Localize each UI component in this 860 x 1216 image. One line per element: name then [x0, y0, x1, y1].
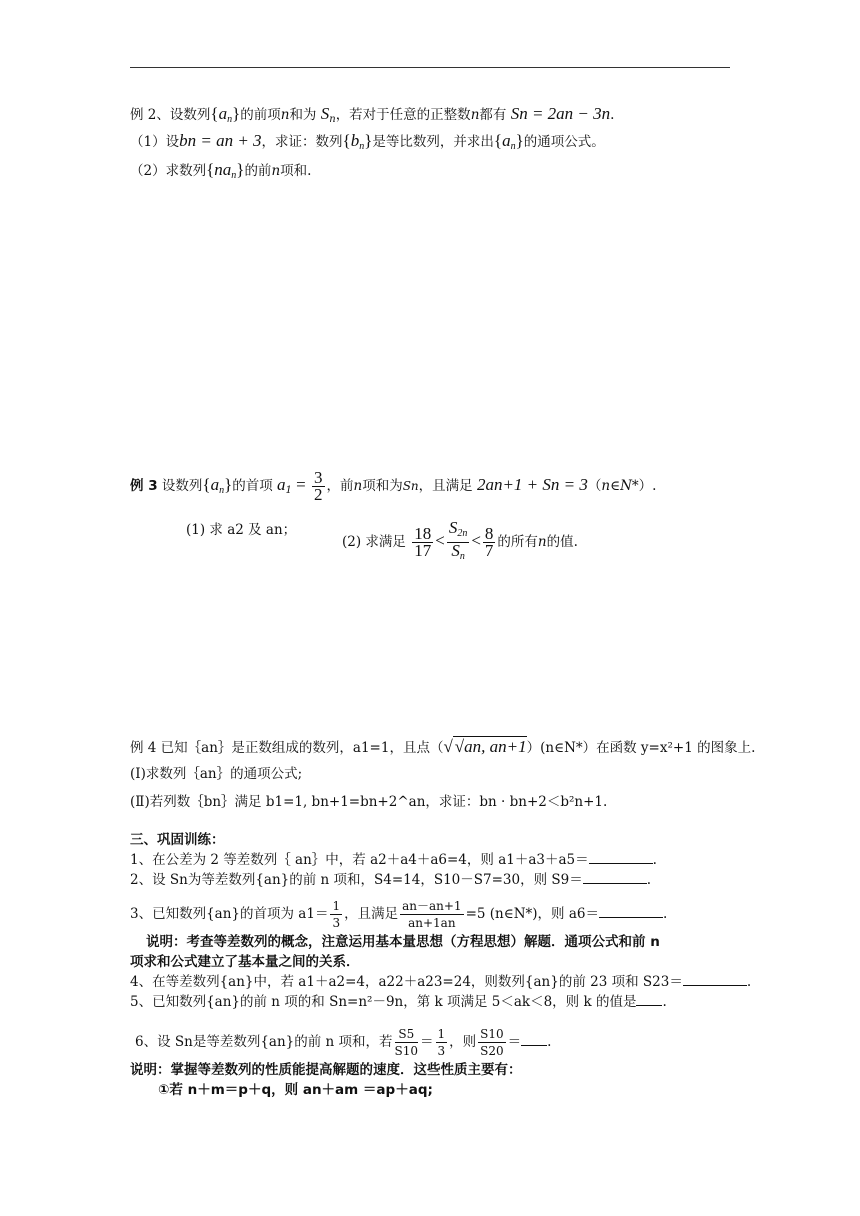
exercise-6: 6、设 Sn是等差数列{an}的前 n 项和，若 $\frac{S5}{S10}$ ＝ $\frac{1}{3}$ ，则 $\frac{S10}{S20}$ ＝ . [135, 1027, 552, 1058]
example-2-question-1: （1）设bn = an + 3，求证：数列$\{b_n\}$是等比数列，并求出$\{a_n\}$的通项公式。 [130, 131, 605, 152]
example-3-question-1: (1) 求 a2 及 an； [186, 522, 297, 538]
example-2-formula: Sn = 2an − 3n [510, 104, 611, 123]
header-rule [130, 67, 730, 68]
note-1-line-1: 说明：考查等差数列的概念，注意运用基本量思想（方程思想）解题．通项公式和前 n [146, 934, 660, 950]
example-3-line-1: 例 3 设数列$\{a_n\}$的首项 $a_1$ = $\frac{3}{2}$ ，前n项和为Sn，且满足 2an+1 + Sn = 3（n∈N*）. [130, 468, 657, 504]
example-4-question-2: (Ⅱ)若列数｛bn｝满足 b1=1, bn+1=bn+2^an，求证：bn · bn+2＜b²n+1. [130, 794, 608, 810]
section-title: 三、巩固训练： [130, 832, 225, 848]
note-1-line-2: 项求和公式建立了基本量之间的关系． [130, 954, 360, 970]
exercise-1: 1、在公差为 2 等差数列｛ an｝中，若 a2＋a4＋a6=4，则 a1＋a3＋a5＝ . [130, 852, 657, 868]
note-2: 说明：掌握等差数列的性质能提高解题的速度．这些性质主要有： [130, 1062, 522, 1078]
example-3-question-2: (2) 求满足 $\frac{18}{17}$ < $\frac{S_{2n}}{S_n}$ < $\frac{8}{7}$ 的所有n的值. [342, 518, 578, 562]
example-2-line-1: 例 2、设数列$\{a_n\}$的前项n和为 $S_n$，若对于任意的正整数n都有 Sn = 2an − 3n. [130, 104, 615, 125]
example-4-line-1: 例 4 已知｛an｝是正数组成的数列，a1=1，且点（√ √an, an+1）(n∈N*）在函数 y=x²+1 的图象上. [130, 737, 756, 756]
exercise-2: 2、设 Sn为等差数列{an}的前 n 项和，S4=14，S10－S7=30，则 S9＝ . [130, 872, 652, 888]
example-2-question-2: （2）求数列$\{na_n\}$的前n项和. [130, 160, 312, 181]
exercise-3: 3、已知数列{an}的首项为 a1＝ $\frac{1}{3}$ ，且满足 $\frac{an-an+1}{an+1an}$ =5 (n∈N*)，则 a6＝ . [130, 899, 668, 930]
exercise-4: 4、在等差数列{an}中，若 a1＋a2=4，a22＋a23=24，则数列{an}的前 23 项和 S23＝ . [130, 974, 752, 990]
example-4-question-1: (Ⅰ)求数列｛an｝的通项公式; [130, 766, 303, 782]
property-1: ①若 n＋m＝p＋q，则 an＋am ＝ap＋aq; [158, 1082, 433, 1098]
exercise-5: 5、已知数列{an}的前 n 项的和 Sn=n²－9n，第 k 项满足 5＜ak＜8，则 k 的值是 . [130, 994, 667, 1010]
